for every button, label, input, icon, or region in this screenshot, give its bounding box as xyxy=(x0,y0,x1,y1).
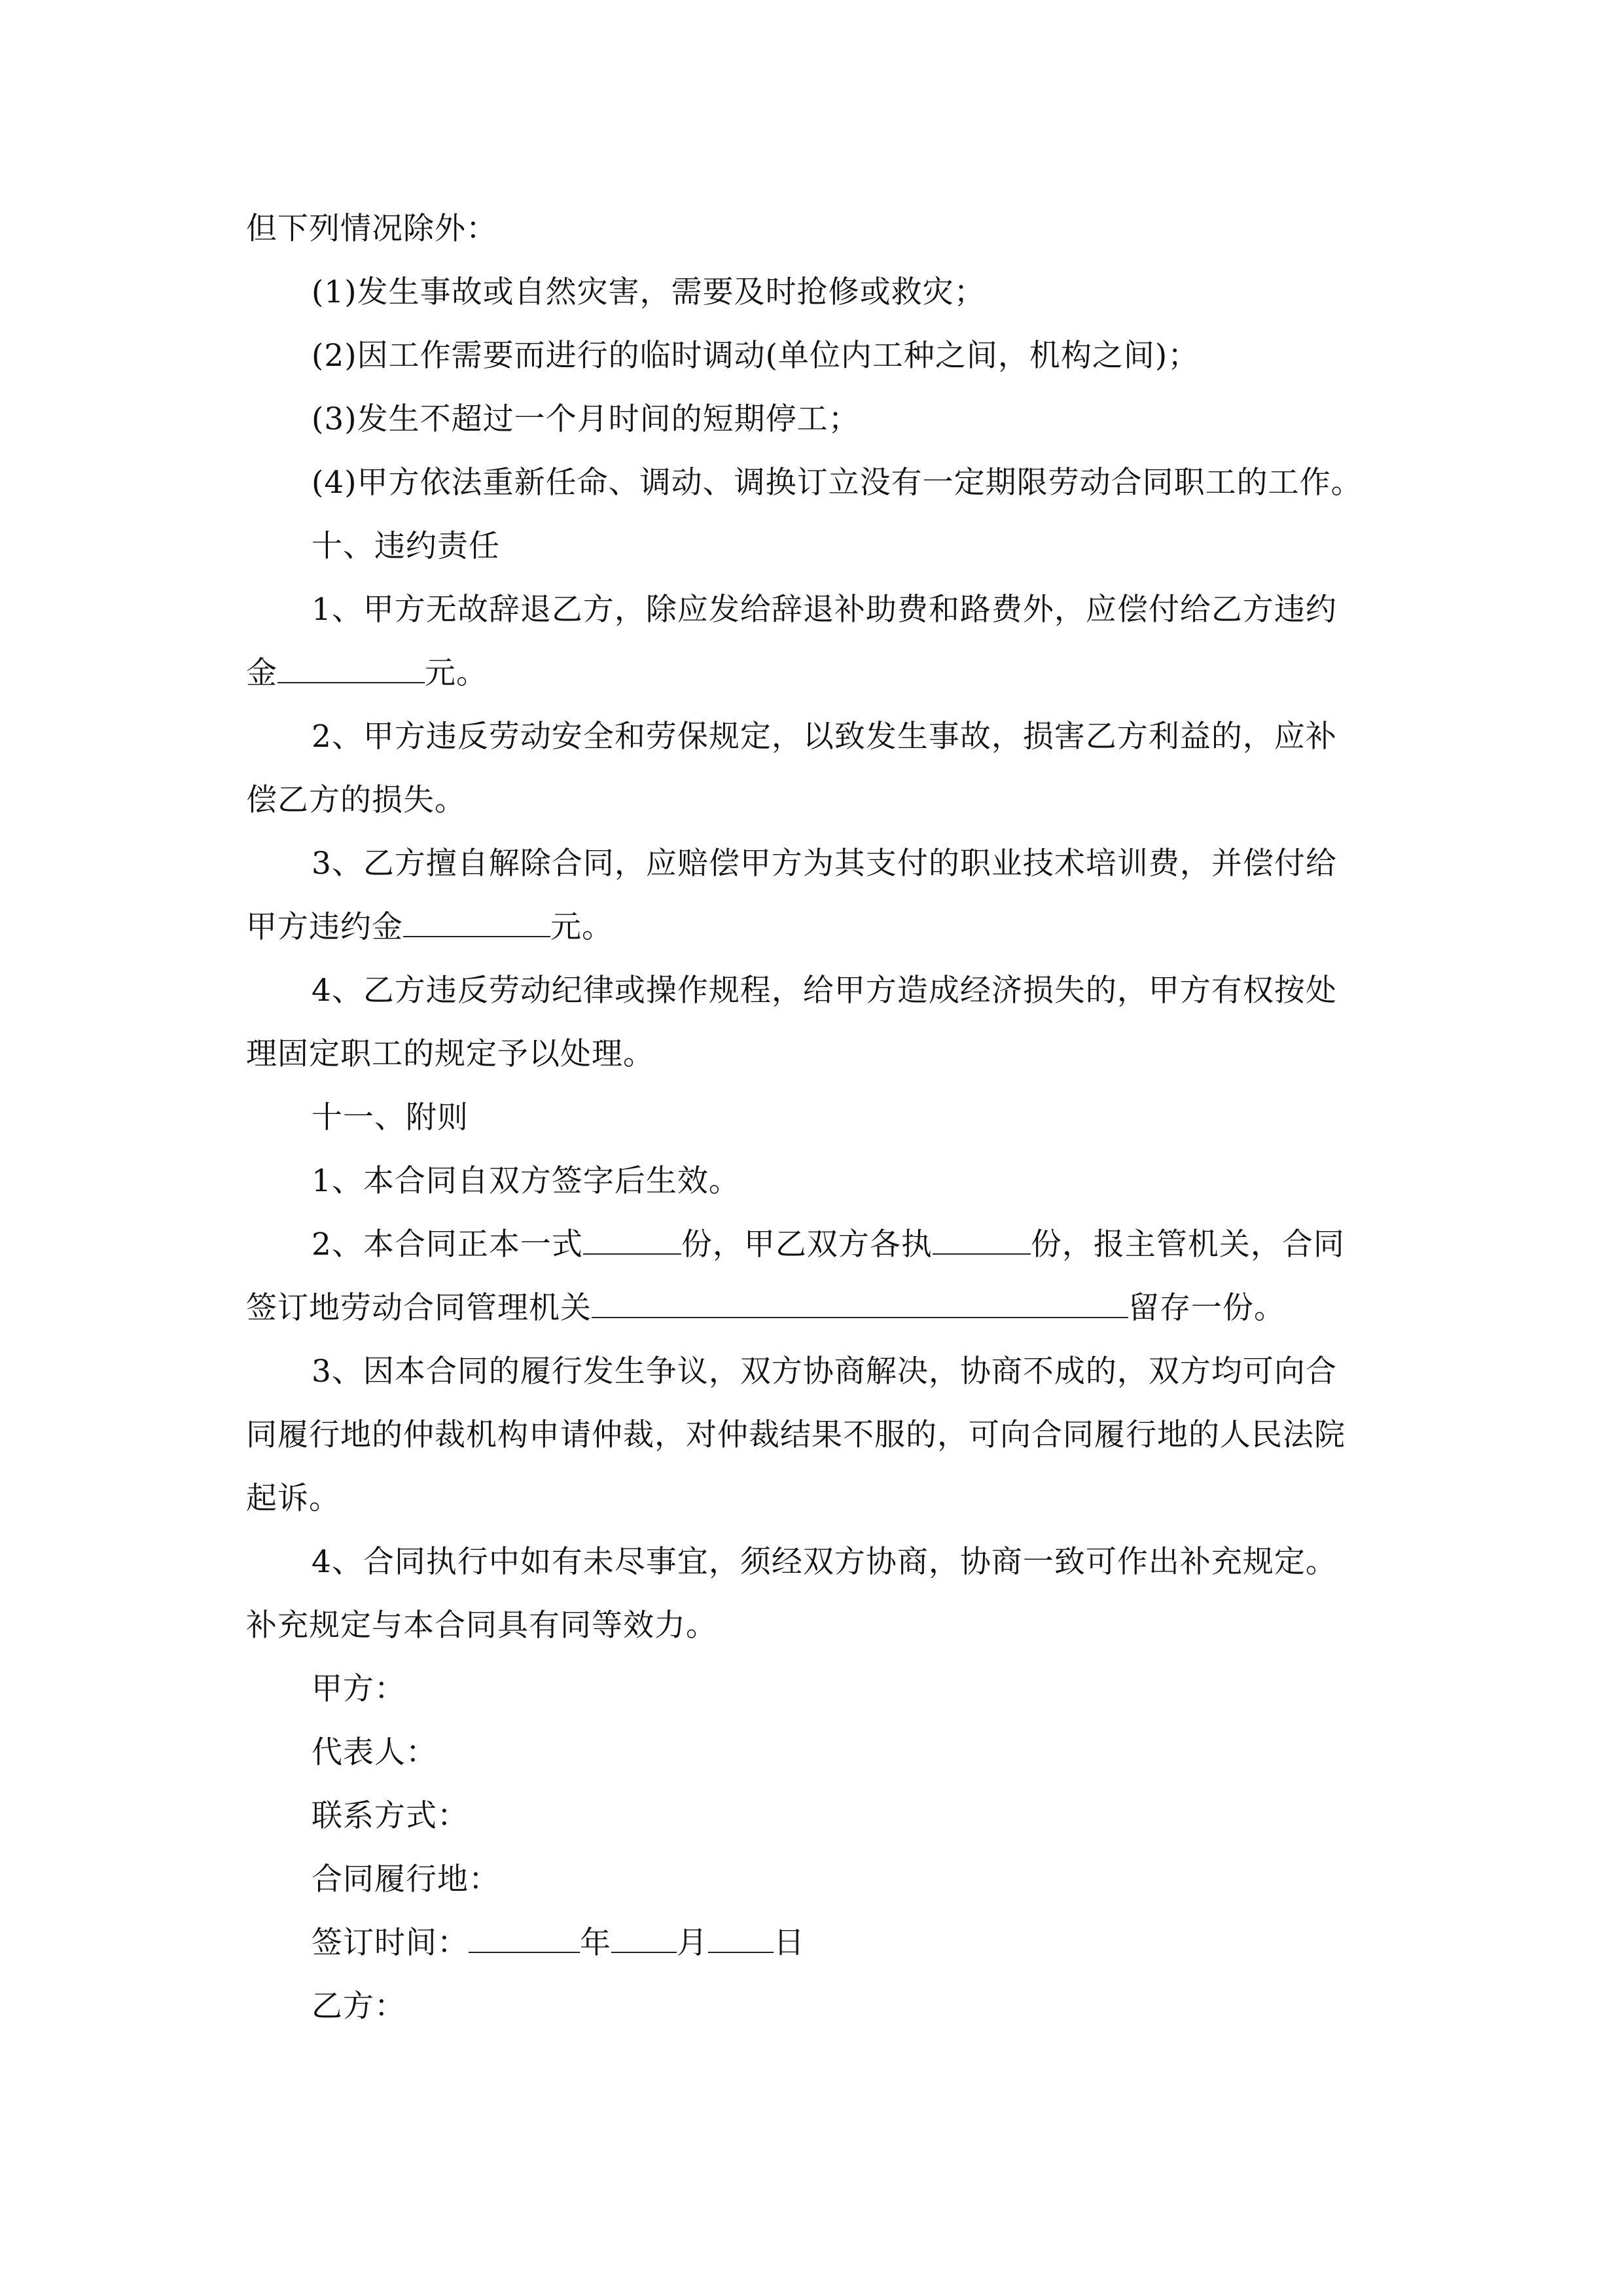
paragraph-line: 4、乙方违反劳动纪律或操作规程，给甲方造成经济损失的，甲方有权按处 xyxy=(312,973,1337,1009)
paragraph-line: 2、本合同正本一式 份，甲乙双方各执 份，报主管机关，合同 xyxy=(312,1227,1345,1263)
paragraph-line: 甲方违约金 元。 xyxy=(246,909,613,945)
year-blank[interactable] xyxy=(469,1926,580,1953)
signature-field-place: 合同履行地： xyxy=(312,1861,500,1897)
paragraph-line: 同履行地的仲裁机构申请仲裁，对仲裁结果不服的，可向合同履行地的人民法院 xyxy=(246,1417,1346,1453)
paragraph-line: 但下列情况除外： xyxy=(246,211,497,247)
paragraph-line: 理固定职工的规定予以处理。 xyxy=(246,1036,654,1072)
section-heading: 十、违约责任 xyxy=(312,528,500,564)
signature-field-representative: 代表人： xyxy=(312,1734,437,1770)
signature-field-party-b: 乙方： xyxy=(312,1988,406,2024)
paragraph-line: 偿乙方的损失。 xyxy=(246,782,466,818)
paragraph-line: 3、乙方擅自解除合同，应赔偿甲方为其支付的职业技术培训费，并偿付给 xyxy=(312,846,1337,882)
signature-field-date: 签订时间： 年 月 日 xyxy=(312,1925,805,1961)
section-heading: 十一、附则 xyxy=(312,1100,469,1136)
paragraph-line: 2、甲方违反劳动安全和劳保规定，以致发生事故，损害乙方利益的，应补 xyxy=(312,719,1337,755)
signature-field-party-a: 甲方： xyxy=(312,1671,406,1707)
day-blank[interactable] xyxy=(708,1926,774,1953)
month-blank[interactable] xyxy=(611,1926,677,1953)
fill-in-blank[interactable] xyxy=(933,1227,1031,1255)
fill-in-blank[interactable] xyxy=(277,656,425,683)
paragraph-line: 金 元。 xyxy=(246,655,488,691)
list-item: (2)因工作需要而进行的临时调动(单位内工种之间，机构之间)； xyxy=(312,338,1200,374)
paragraph-line: 1、本合同自双方签字后生效。 xyxy=(312,1163,740,1199)
paragraph-line: 补充规定与本合同具有同等效力。 xyxy=(246,1607,717,1643)
list-item: (1)发生事故或自然灾害，需要及时抢修或救灾； xyxy=(312,274,986,310)
paragraph-line: 1、甲方无故辞退乙方，除应发给辞退补助费和路费外，应偿付给乙方违约 xyxy=(312,592,1337,628)
fill-in-blank[interactable] xyxy=(592,1291,1128,1318)
paragraph-line: 签订地劳动合同管理机关 留存一份。 xyxy=(246,1290,1285,1326)
paragraph-line: 4、合同执行中如有未尽事宜，须经双方协商，协商一致可作出补充规定。 xyxy=(312,1544,1337,1580)
list-item: (4)甲方依法重新任命、调动、调换订立没有一定期限劳动合同职工的工作。 xyxy=(312,465,1363,501)
paragraph-line: 起诉。 xyxy=(246,1480,340,1516)
signature-field-contact: 联系方式： xyxy=(312,1798,469,1834)
list-item: (3)发生不超过一个月时间的短期停工； xyxy=(312,401,860,437)
paragraph-line: 3、因本合同的履行发生争议，双方协商解决，协商不成的，双方均可向合 xyxy=(312,1354,1337,1390)
fill-in-blank[interactable] xyxy=(583,1227,681,1255)
fill-in-blank[interactable] xyxy=(403,910,550,937)
